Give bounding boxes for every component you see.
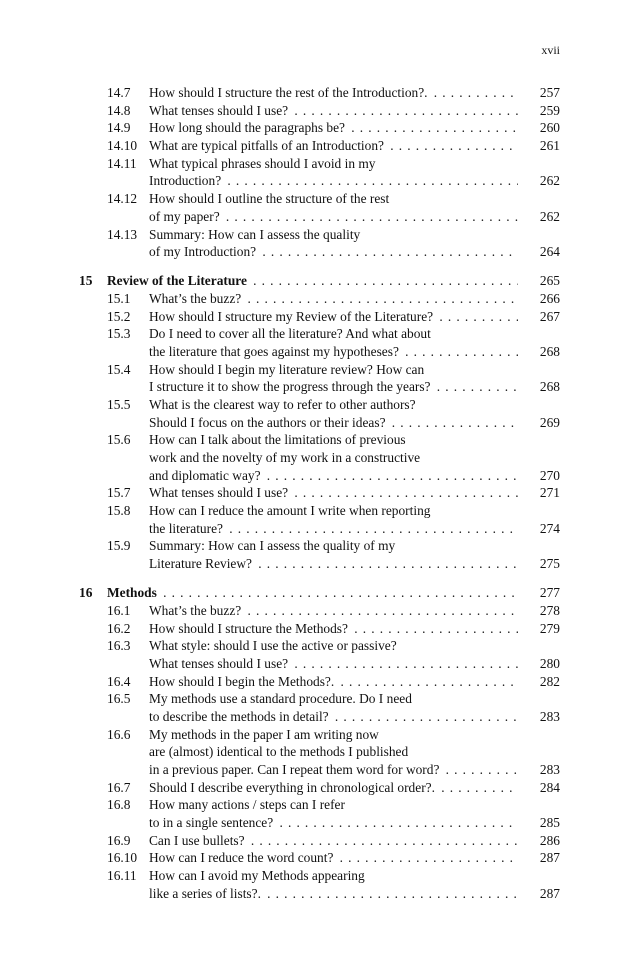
entry-title-text: What typical phrases should I avoid in my [149, 155, 376, 171]
toc-section-entry[interactable] [0, 326, 638, 361]
toc-line [0, 468, 638, 486]
section-number: 15.3 [107, 326, 131, 342]
entry-title-line [149, 468, 518, 484]
section-number: 14.10 [107, 138, 138, 154]
toc-section-entry[interactable] [0, 191, 638, 226]
page-number: 283 [539, 708, 560, 724]
page-folio: xvii [541, 43, 560, 57]
entry-title-line [149, 638, 518, 654]
entry-title-line [149, 815, 518, 831]
entry-title-line [149, 833, 518, 849]
page-number: 274 [539, 520, 560, 536]
entry-title-text: How can I reduce the amount I write when reporting [149, 503, 431, 519]
toc-section-entry[interactable] [0, 797, 638, 832]
entry-title-line [149, 762, 518, 778]
entry-title-text: How should I outline the structure of the rest [149, 191, 390, 207]
toc-line [0, 120, 638, 138]
section-number: 14.11 [107, 155, 137, 171]
toc-line [0, 173, 638, 191]
entry-title-line [149, 227, 518, 243]
entry-title-text: Do I need to cover all the literature? And what about [149, 326, 431, 342]
entry-title-text: My methods in the paper I am writing now [149, 726, 379, 742]
toc-line [0, 886, 638, 904]
section-number: 16.4 [107, 673, 131, 689]
entry-title-text: How should I begin my literature review? How can [149, 361, 425, 377]
toc-line [0, 344, 638, 362]
chapter-spacer [0, 574, 638, 585]
entry-title-line [149, 326, 518, 342]
toc-line [0, 744, 638, 762]
section-number: 14.7 [107, 85, 131, 100]
toc-section-entry[interactable] [0, 362, 638, 397]
toc-line [0, 209, 638, 227]
entry-title-text: My methods use a standard procedure. Do I need [149, 691, 412, 707]
entry-title-text: Summary: How can I assess the quality of my [149, 538, 396, 554]
page-number: 268 [539, 343, 560, 359]
toc-line [0, 727, 638, 745]
toc-line [0, 868, 638, 886]
toc-section-entry[interactable] [0, 85, 638, 103]
entry-title-text: of my Introduction? [149, 244, 257, 260]
toc-section-entry[interactable] [0, 603, 638, 621]
toc-line [0, 780, 638, 798]
section-number: 16.7 [107, 779, 131, 795]
entry-title-text: What’s the buzz? [149, 290, 242, 306]
page-number: 257 [539, 85, 560, 100]
toc-section-entry[interactable] [0, 727, 638, 780]
toc-line [0, 227, 638, 245]
toc-line [0, 691, 638, 709]
page-number: 264 [539, 244, 560, 260]
page-number: 277 [539, 585, 560, 601]
entry-title-text: Should I describe everything in chronological order?. [149, 779, 435, 795]
entry-title-line [149, 450, 518, 466]
entry-title-text: What is the clearest way to refer to other authors? [149, 396, 416, 412]
chapter-number: 15 [79, 273, 93, 289]
entry-title-line [149, 727, 518, 743]
entry-title-text: What style: should I use the active or passive? [149, 638, 397, 654]
entry-title-line [149, 780, 518, 796]
entry-title-text: How can I reduce the word count? [149, 850, 334, 866]
entry-title-line [149, 886, 518, 902]
section-number: 16.9 [107, 832, 131, 848]
entry-title-line [149, 397, 518, 413]
entry-title-text: to in a single sentence? [149, 815, 274, 831]
entry-title-text: to describe the methods in detail? [149, 708, 329, 724]
toc-section-entry[interactable] [0, 674, 638, 692]
entry-title-line [149, 103, 518, 119]
page-number: 266 [539, 290, 560, 306]
toc-section-entry[interactable] [0, 485, 638, 503]
entry-title-text: are (almost) identical to the methods I published [149, 744, 409, 760]
page-number: 282 [539, 673, 560, 689]
entry-title-line [149, 362, 518, 378]
entry-title-text: Literature Review? [149, 556, 252, 572]
section-number: 15.4 [107, 361, 131, 377]
toc-line [0, 244, 638, 262]
toc-line [0, 291, 638, 309]
page-number: 279 [539, 620, 560, 636]
section-number: 16.5 [107, 691, 131, 707]
entry-title-line [149, 674, 518, 690]
entry-title-line [149, 850, 518, 866]
entry-title-line [149, 503, 518, 519]
entry-title-text: Can I use bullets? [149, 832, 245, 848]
toc-line [0, 603, 638, 621]
entry-title-line [149, 709, 518, 725]
entry-title-text: How should I structure my Review of the Literature? [149, 308, 434, 324]
toc-section-entry[interactable] [0, 868, 638, 903]
toc-line [0, 191, 638, 209]
toc-line [0, 538, 638, 556]
section-number: 15.7 [107, 485, 131, 501]
toc-section-entry[interactable] [0, 156, 638, 191]
entry-title-line [149, 209, 518, 225]
section-number: 15.8 [107, 503, 131, 519]
entry-title-line [149, 138, 518, 154]
entry-title-line [149, 173, 518, 189]
section-number: 15.5 [107, 396, 131, 412]
page-number: 278 [539, 602, 560, 618]
entry-title-text: How can I talk about the limitations of previous [149, 432, 406, 448]
toc-line [0, 432, 638, 450]
toc-line [0, 556, 638, 574]
entry-title-text: How many actions / steps can I refer [149, 797, 345, 813]
entry-title-line [149, 556, 518, 572]
toc-section-entry[interactable] [0, 691, 638, 726]
entry-title-text: What tenses should I use? [149, 102, 289, 118]
toc-line [0, 85, 638, 103]
toc-line [0, 638, 638, 656]
page-number: 275 [539, 556, 560, 572]
entry-title-line [149, 691, 518, 707]
entry-title-line [149, 538, 518, 554]
entry-title-text: How should I structure the Methods? [149, 620, 348, 636]
entry-title-line [149, 797, 518, 813]
toc-line [0, 656, 638, 674]
page-number: 284 [539, 779, 560, 795]
toc-line [0, 585, 638, 603]
section-number: 16.2 [107, 620, 131, 636]
section-number: 16.8 [107, 797, 131, 813]
entry-title-line [149, 603, 518, 619]
toc-section-entry[interactable] [0, 503, 638, 538]
toc-line [0, 815, 638, 833]
toc-line [0, 833, 638, 851]
page-number: 262 [539, 173, 560, 189]
section-number: 15.1 [107, 290, 131, 306]
entry-title-text: like a series of lists?. [149, 885, 261, 901]
entry-title-text: work and the novelty of my work in a constructive [149, 450, 421, 466]
toc-line [0, 273, 638, 291]
toc-line [0, 503, 638, 521]
entry-title-text: the literature that goes against my hypotheses? [149, 343, 399, 359]
toc-line [0, 326, 638, 344]
entry-title-text: What tenses should I use? [149, 655, 289, 671]
toc-line [0, 397, 638, 415]
toc-section-entry[interactable] [0, 120, 638, 138]
entry-title-text: How can I avoid my Methods appearing [149, 868, 365, 884]
toc-line [0, 850, 638, 868]
page-number: 280 [539, 655, 560, 671]
table-of-contents [0, 85, 638, 904]
section-number: 15.9 [107, 538, 131, 554]
toc-line [0, 362, 638, 380]
entry-title-line [149, 656, 518, 672]
page-number: 271 [539, 485, 560, 501]
page-number: 287 [539, 850, 560, 866]
toc-section-entry[interactable] [0, 850, 638, 868]
toc-chapter-entry[interactable] [0, 273, 638, 291]
entry-title-line [149, 156, 518, 172]
toc-line [0, 797, 638, 815]
toc-section-entry[interactable] [0, 103, 638, 121]
toc-line [0, 762, 638, 780]
entry-title-line [149, 344, 518, 360]
page-number: 287 [539, 885, 560, 901]
entry-title-text: in a previous paper. Can I repeat them word for word? [149, 762, 440, 778]
toc-section-entry[interactable] [0, 309, 638, 327]
entry-title-line [149, 85, 518, 101]
toc-line [0, 621, 638, 639]
toc-line [0, 521, 638, 539]
section-number: 14.9 [107, 120, 131, 136]
entry-title-text: Summary: How can I assess the quality [149, 226, 361, 242]
toc-line [0, 450, 638, 468]
entry-title-line [149, 485, 518, 501]
toc-section-entry[interactable] [0, 638, 638, 673]
entry-title-line [149, 120, 518, 136]
entry-title-line [149, 291, 518, 307]
page-number: 262 [539, 208, 560, 224]
toc-line [0, 415, 638, 433]
entry-title-text: Review of the Literature [107, 273, 247, 289]
entry-title-line [149, 744, 518, 760]
section-number: 15.2 [107, 308, 131, 324]
toc-section-entry[interactable] [0, 780, 638, 798]
section-number: 16.10 [107, 850, 138, 866]
entry-title-text: What tenses should I use? [149, 485, 289, 501]
toc-line [0, 156, 638, 174]
section-number: 14.8 [107, 102, 131, 118]
entry-title-line [149, 521, 518, 537]
section-number: 14.13 [107, 226, 138, 242]
entry-title-text: I structure it to show the progress through the years? [149, 379, 431, 395]
section-number: 16.11 [107, 868, 137, 884]
toc-section-entry[interactable] [0, 397, 638, 432]
section-number: 16.6 [107, 726, 131, 742]
entry-title-text: How long should the paragraphs be? [149, 120, 345, 136]
entry-title-line [149, 621, 518, 637]
page-number: 261 [539, 138, 560, 154]
entry-title-text: of my paper? [149, 208, 220, 224]
chapter-spacer [0, 262, 638, 273]
entry-title-line [149, 244, 518, 260]
entry-title-text: What are typical pitfalls of an Introduction? [149, 138, 384, 154]
toc-line [0, 709, 638, 727]
toc-section-entry[interactable] [0, 538, 638, 573]
entry-title-text: How should I structure the rest of the Introduction?. [149, 85, 428, 100]
section-number: 14.12 [107, 191, 138, 207]
chapter-number: 16 [79, 585, 93, 601]
section-number: 15.6 [107, 432, 131, 448]
toc-line [0, 485, 638, 503]
toc-section-entry[interactable] [0, 833, 638, 851]
toc-line [0, 309, 638, 327]
page-number: 259 [539, 102, 560, 118]
toc-section-entry[interactable] [0, 291, 638, 309]
entry-title-text: and diplomatic way? [149, 467, 261, 483]
page-number: 269 [539, 414, 560, 430]
toc-line [0, 103, 638, 121]
entry-title-text: How should I begin the Methods?. [149, 673, 335, 689]
page-number: 286 [539, 832, 560, 848]
toc-section-entry[interactable] [0, 227, 638, 262]
entry-title-line [149, 309, 518, 325]
entry-title-line [149, 868, 518, 884]
entry-title-text: Methods [107, 585, 157, 601]
entry-title-text: Introduction? [149, 173, 222, 189]
entry-title-line [149, 191, 518, 207]
entry-title-line [149, 415, 518, 431]
entry-title-text: Should I focus on the authors or their ideas? [149, 414, 386, 430]
page-number: 267 [539, 308, 560, 324]
entry-title-line [107, 273, 518, 289]
entry-title-line [149, 432, 518, 448]
toc-section-entry[interactable] [0, 138, 638, 156]
section-number: 16.3 [107, 638, 131, 654]
section-number: 16.1 [107, 602, 131, 618]
page-number: 283 [539, 762, 560, 778]
page-number: 268 [539, 379, 560, 395]
page-number: 260 [539, 120, 560, 136]
toc-section-entry[interactable] [0, 432, 638, 485]
toc-section-entry[interactable] [0, 621, 638, 639]
page-number: 270 [539, 467, 560, 483]
page-number: 285 [539, 815, 560, 831]
toc-chapter-entry[interactable] [0, 585, 638, 603]
entry-title-text: the literature? [149, 520, 223, 536]
page-number: 265 [539, 273, 560, 289]
entry-title-line [149, 379, 518, 395]
entry-title-text: What’s the buzz? [149, 602, 242, 618]
toc-line [0, 138, 638, 156]
toc-line [0, 379, 638, 397]
entry-title-line [107, 585, 518, 601]
toc-line [0, 674, 638, 692]
